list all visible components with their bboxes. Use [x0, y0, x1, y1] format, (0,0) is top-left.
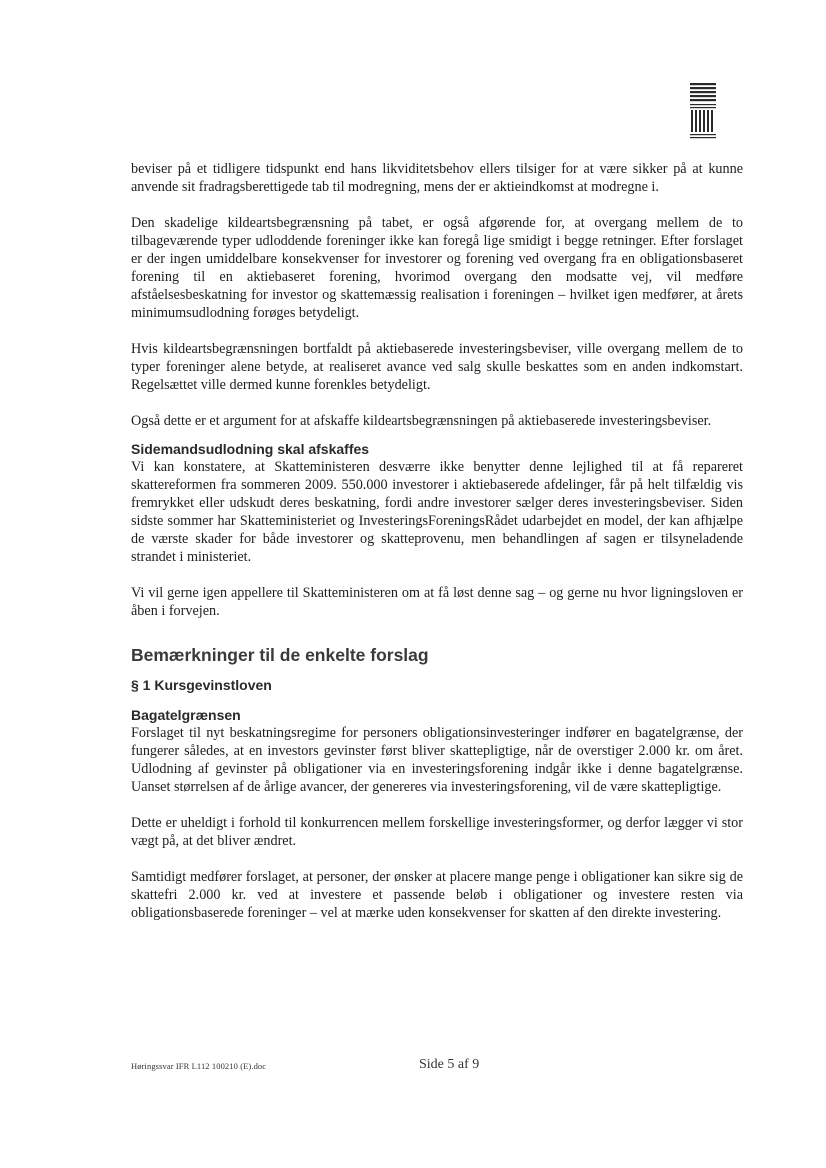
paragraph: Vi kan konstatere, at Skatteministeren desværre ikke benytter denne lejlighed til at få repareret skattereformen fra sommeren 2009. 550.000 investorer i aktiebaserede afdelinger, får på helt tilfældig vis fremrykket eller udskudt deres beskatning, fordi andre investorer sælger deres investeringsbeviser. Siden sidste sommer har Skatteministeriet og InvesteringsForeningsRådet udarbejdet en model, der kan afhjælpe de værste skader for både investorer og skatteprovenu, men behandlingen af sagen er tilsyneladende strandet i ministeriet. [131, 459, 743, 565]
heading-sidemandsudlodning: Sidemandsudlodning skal afskaffes [131, 441, 370, 457]
paragraph: Dette er uheldigt i forhold til konkurrencen mellem forskellige investeringsformer, og derfor lægger vi stor vægt på, at det bliver ændret. [131, 815, 743, 849]
stripes-logo-icon [690, 83, 716, 141]
company-logo [690, 83, 716, 141]
document-body [131, 160, 743, 922]
footer-filename: Høringssvar IFR L112 100210 (E).doc [131, 1061, 267, 1071]
paragraph: Også dette er et argument for at afskaffe kildeartsbegrænsningen på aktiebaserede investeringsbeviser. [131, 413, 712, 429]
paragraph: Vi vil gerne igen appellere til Skatteministeren om at få løst denne sag – og gerne nu hvor ligningsloven er åben i forvejen. [131, 585, 743, 619]
heading-bagatelgraensen: Bagatelgrænsen [131, 707, 241, 723]
page-number: Side 5 af 9 [419, 1057, 480, 1072]
paragraph: Den skadelige kildeartsbegrænsning på tabet, er også afgørende for, at overgang mellem de to tilbageværende typer udloddende foreninger ikke kan foregå lige smidigt i begge retninger. Efter forslaget er der ingen umiddelbare konsekvenser for investorer og forening ved overgang fra en obligationsbaseret forening til en aktiebaseret forening, hvorimod overgang den modsatte vej, vil medføre afståelsesbeskatning for investor og skattemæssig realisation i foreningen – hvilket igen medfører, at årets minimumsudlodning forøges betydeligt. [131, 215, 743, 321]
heading-kursgevinstloven: § 1 Kursgevinstloven [131, 677, 272, 693]
paragraph: Forslaget til nyt beskatningsregime for personers obligationsinvesteringer indfører en bagatelgrænse, der fungerer således, at en investors gevinster først bliver skattepligtige, når de overstiger 2.000 kr. om året. Udlodning af gevinster på obligationer via en investeringsforening indgår ikke i denne bagatelgrænse. Uanset størrelsen af de årlige avancer, der genereres via investeringsforening, vil de være skattepligtige. [131, 725, 743, 795]
heading-bemaerkninger: Bemærkninger til de enkelte forslag [131, 645, 429, 665]
paragraph: Hvis kildeartsbegrænsningen bortfaldt på aktiebaserede investeringsbeviser, ville overgang mellem de to typer foreninger alene betyde, at realiseret avance ved salg skulle beskattes som en anden indkomstart. Regelsættet ville dermed kunne forenkles betydeligt. [131, 341, 743, 393]
paragraph: beviser på et tidligere tidspunkt end hans likviditetsbehov ellers tilsiger for at være sikker på at kunne anvende sit fradragsberettigede tab til modregning, mens der er aktieindkomst at modregne i. [131, 161, 743, 195]
paragraph: Samtidigt medfører forslaget, at personer, der ønsker at placere mange penge i obligationer kan sikre sig de skattefri 2.000 kr. ved at investere et passende beløb i obligationer og investere resten via obligationsbaserede foreninger – vel at mærke uden konsekvenser for skatten af den direkte investering. [131, 869, 743, 921]
